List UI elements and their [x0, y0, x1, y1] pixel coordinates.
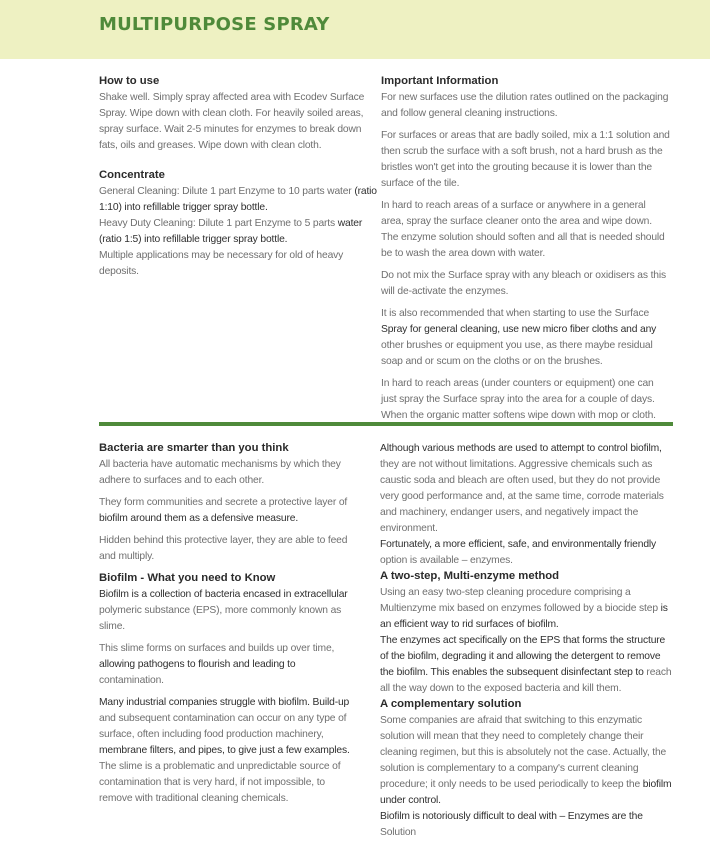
concentrate-heading: Concentrate — [99, 169, 165, 181]
important-info-p1: For new surfaces use the dilution rates outlined on the packaging and follow general cleaning instructions. — [381, 92, 669, 119]
biofilm-p3: Many industrial companies struggle with biofilm. Build-up and subsequent contamination can occur on any type of surface, often including food production machinery, membrane filters, and pipes, to give just a few examples. The slime is a problematic and unpredictable source of contamination that is very hard, if not impossible, to remove with traditional cleaning chemicals. — [99, 697, 350, 804]
methods-p2: Fortunately, a more efficient, safe, and environmentally friendly option is available – enzymes. — [380, 539, 657, 566]
page-header — [0, 0, 710, 59]
left-column-top — [99, 74, 379, 280]
important-info-p3: In hard to reach areas of a surface or anywhere in a general area, spray the surface cleaner onto the area and wipe down. The enzyme solution should soften and all that is needed should be to wash the area down with water. — [381, 200, 665, 259]
bacteria-heading: Bacteria are smarter than you think — [99, 442, 289, 454]
concentrate-multiple-applications: Multiple applications may be necessary for old of heavy deposits. — [99, 250, 344, 277]
two-step-p2: The enzymes act specifically on the EPS that forms the structure of the biofilm, degrading it and allowing the detergent to remove the biofilm. This enables the subsequent disinfectant step to reach all the way down to the exposed bacteria and kill them. — [380, 635, 672, 694]
two-step-heading: A two-step, Multi-enzyme method — [380, 570, 560, 582]
important-info-p6: In hard to reach areas (under counters or equipment) one can just spray the Surface spray into the area for a couple of days. When the organic matter softens wipe down with mop or cloth. — [381, 378, 656, 421]
important-info-p4: Do not mix the Surface spray with any bleach or oxidisers as this will de-activate the enzymes. — [381, 270, 666, 297]
important-info-p2: For surfaces or areas that are badly soiled, mix a 1:1 solution and then scrub the surface with a soft brush, not a hard brush as the bristles won't get into the grouting because it is lower than the surface of the tile. — [381, 130, 670, 189]
how-to-use-heading: How to use — [99, 75, 160, 87]
section-divider — [99, 422, 673, 426]
page-title: MULTIPURPOSE SPRAY — [99, 14, 330, 35]
important-info-p5: It is also recommended that when starting to use the Surface Spray for general cleaning, use new micro fiber cloths and any other brushes or equipment you use, as there maybe residual soap and or scum on the cloths or on the brushes. — [381, 308, 657, 367]
concentrate-heavy-duty: Heavy Duty Cleaning: Dilute 1 part Enzyme to 5 parts water (ratio 1:5) into refillable trigger spray bottle. — [99, 218, 363, 245]
how-to-use-text: Shake well. Simply spray affected area with Ecodev Surface Spray. Wipe down with clean cloth. For heavily soiled areas, spray surface. Wait 2-5 minutes for enzymes to break down fats, oils and greases. Wipe down with clean cloth. — [99, 92, 365, 151]
bacteria-p2: They form communities and secrete a protective layer of biofilm around them as a defensive measure. — [99, 497, 348, 524]
biofilm-heading: Biofilm - What you need to Know — [99, 572, 276, 584]
right-column-top — [381, 74, 671, 424]
concentrate-general-cleaning: General Cleaning: Dilute 1 part Enzyme to 10 parts water (ratio 1:10) into refillable trigger spray bottle. — [99, 186, 377, 213]
complementary-p2: Biofilm is notoriously difficult to deal with – Enzymes are the Solution — [380, 811, 643, 838]
biofilm-p2: This slime forms on surfaces and builds up over time, allowing pathogens to flourish and leading to contamination. — [99, 643, 335, 686]
complementary-heading: A complementary solution — [380, 698, 522, 710]
complementary-p1: Some companies are afraid that switching to this enzymatic solution will mean that they need to completely change their cleaning regimen, but this is absolutely not the case. Actually, the solution is complementary to a company's current cleaning procedure; it only needs to be used periodically to keep the biofilm under control. — [380, 715, 672, 806]
two-step-p1: Using an easy two-step cleaning procedure comprising a Multienzyme mix based on enzymes followed by a biocide step is an efficient way to rid surfaces of biofilm. — [380, 587, 668, 630]
methods-p1: Although various methods are used to attempt to control biofilm, they are not without limitations. Aggressive chemicals such as caustic soda and bleach are often used, but they do not provide very good performance and, at the same time, corrode materials and machinery, endanger users, and negatively impact the environment. — [380, 443, 664, 534]
important-info-heading: Important Information — [381, 75, 499, 87]
left-column-bottom — [99, 441, 361, 807]
biofilm-p1: Biofilm is a collection of bacteria encased in extracellular polymeric substance (EPS), more commonly known as slime. — [99, 589, 348, 632]
right-column-bottom — [380, 441, 675, 841]
bacteria-p3: Hidden behind this protective layer, they are able to feed and multiply. — [99, 535, 348, 562]
bacteria-p1: All bacteria have automatic mechanisms by which they adhere to surfaces and to each other. — [99, 459, 341, 486]
